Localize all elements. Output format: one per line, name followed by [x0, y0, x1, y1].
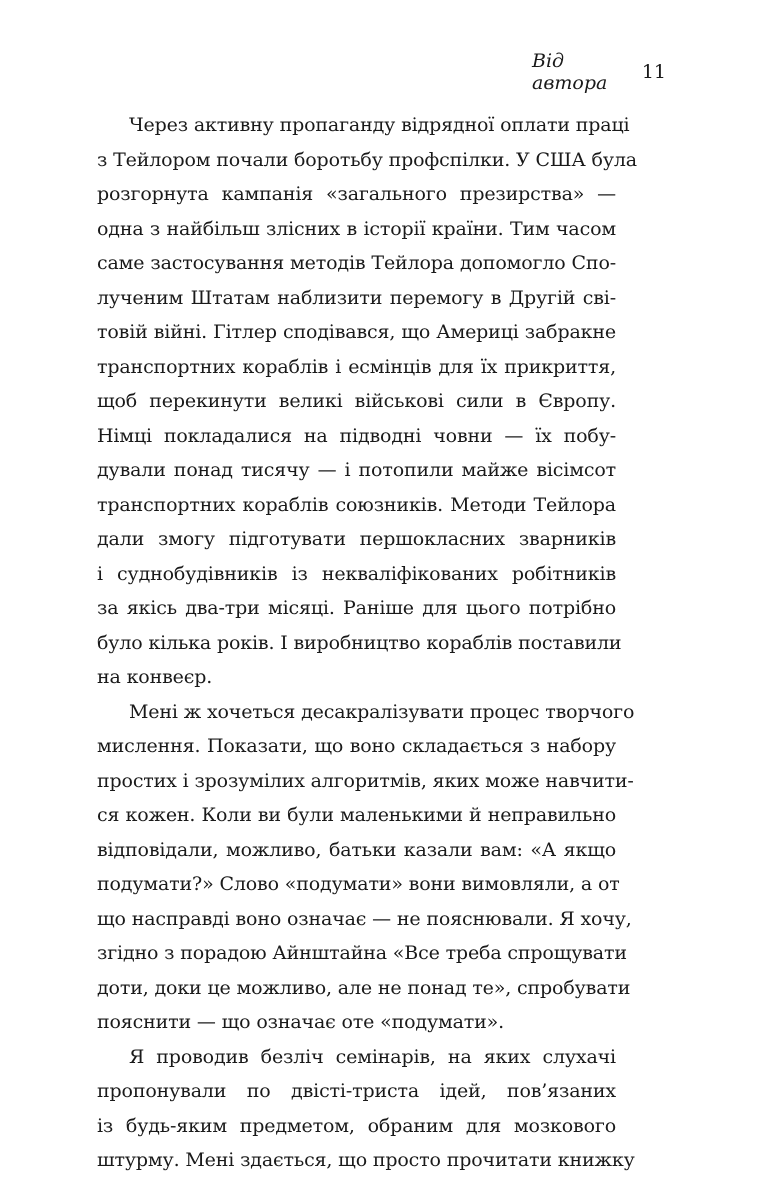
text-line: ся кожен. Коли ви були маленькими й неправильно [97, 804, 616, 826]
text-line: штурму. Мені здається, що просто прочитати книжку [97, 1149, 635, 1171]
text-line: на конвеєр. [97, 666, 213, 688]
text-line: транспортних кораблів і есмінців для їх прикриття, [97, 355, 616, 378]
text-line: мислення. Показати, що воно складається з набору [97, 735, 616, 757]
text-line: що насправді воно означає — не пояснювали. Я хочу, [97, 907, 632, 930]
text-line: пропонували по двісті-триста ідей, пов’язаних [97, 1080, 616, 1102]
body-text [97, 108, 637, 1178]
text-line: лученим Штатам наблизити перемогу в Другій сві- [97, 286, 616, 309]
running-head [480, 50, 670, 94]
text-line: щоб перекинути великі військові сили в Європу. [97, 390, 616, 412]
text-line: розгорнута кампанія «загального презирства» — [97, 183, 616, 205]
text-line: дали змогу підготувати першокласних зварників [97, 528, 616, 550]
text-line: за якісь два-три місяці. Раніше для цього потрібно [97, 597, 616, 619]
text-line: товій війні. Гітлер сподівався, що Америці забракне [97, 321, 616, 343]
text-line: Через активну пропаганду відрядної оплати праці [129, 114, 630, 136]
text-line: і суднобудівників із некваліфікованих робітників [97, 562, 616, 585]
text-line: з Тейлором почали боротьбу профспілки. У США була [97, 148, 637, 171]
text-line: Німці покладалися на підводні човни — їх побу- [97, 424, 616, 447]
text-line: доти, доки це можливо, але не понад те», спробувати [97, 976, 631, 999]
text-line: дували понад тисячу — і потопили майже вісімсот [97, 459, 616, 481]
text-line: Я проводив безліч семінарів, на яких слухачі [129, 1045, 616, 1068]
text-line: транспортних кораблів союзників. Методи Тейлора [97, 493, 616, 516]
text-line: Мені ж хочеться десакралізувати процес творчого [129, 700, 635, 723]
text-line: подумати?» Слово «подумати» вони вимовляли, а от [97, 873, 620, 895]
text-line: пояснити — що означає оте «подумати». [97, 1011, 505, 1033]
text-line: згідно з порадою Айнштайна «Все треба спрощувати [97, 942, 627, 964]
text-line: було кілька років. І виробництво кораблів поставили [97, 631, 622, 654]
text-line: одна з найбільш злісних в історії країни. Тим часом [97, 217, 616, 240]
text-line: відповідали, можливо, батьки казали вам: «А якщо [97, 838, 616, 861]
text-line: простих і зрозумілих алгоритмів, яких може навчити- [97, 769, 634, 792]
section-title: Від автора [532, 50, 608, 94]
text-line: із будь-яким предметом, обраним для мозкового [97, 1114, 616, 1137]
text-line: саме застосування методів Тейлора допомогло Спо- [97, 252, 616, 274]
page-number: 11 [641, 61, 666, 83]
